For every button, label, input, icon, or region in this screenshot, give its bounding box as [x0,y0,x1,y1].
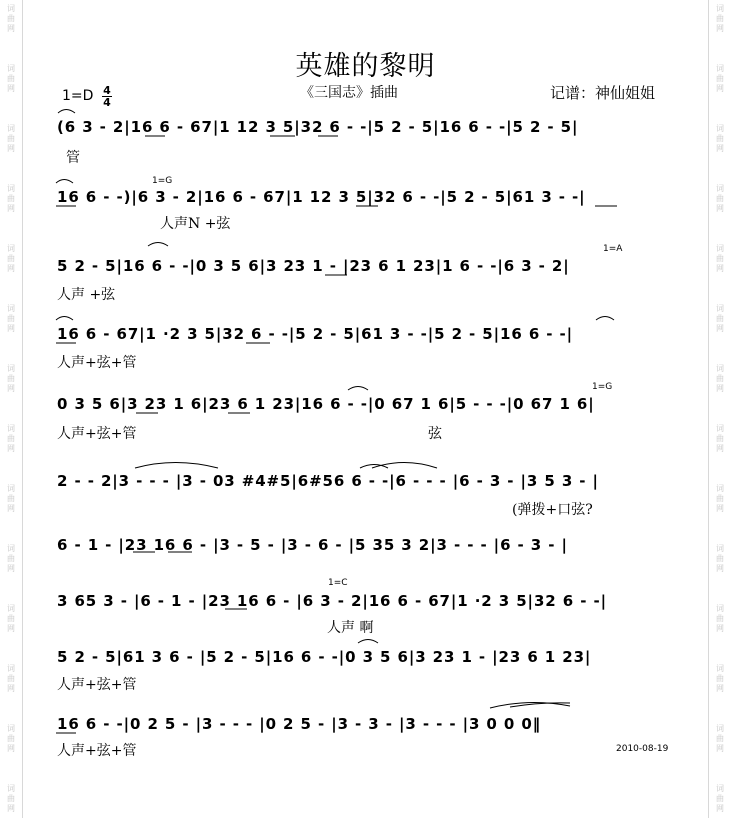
instrument-note: 人声 啊 [327,620,374,636]
score-line-6: 2 - - 2|3 - - - |3 - 03 #4#5|6#56 6 - -|6 - - - |6 - 3 - |3 5 3 - | [57,472,599,490]
watermark-glyphs: 词 曲 网 [716,544,724,573]
instrument-note: 人声+弦+管 [57,426,137,442]
key-signature: 1=D [62,88,94,104]
key-change-mark: 1=G [152,176,173,186]
watermark-glyphs: 词 曲 网 [716,184,724,213]
score-line-3: 5 2 - 5|16 6 - -|0 3 5 6|3 23 1 - |23 6 1 23|1 6 - -|6 3 - 2| [57,257,570,275]
slur-mark [135,463,218,469]
instrument-note: 人声+弦+管 [57,677,137,693]
watermark-glyphs: 词 曲 网 [716,124,724,153]
watermark-glyphs: 词 曲 网 [716,364,724,393]
watermark-glyphs: 词 曲 网 [716,724,724,753]
watermark-glyphs: 词 曲 网 [7,424,15,453]
watermark-glyphs: 词 曲 网 [7,124,15,153]
watermark-glyphs: 词 曲 网 [716,664,724,693]
watermark-glyphs: 词 曲 网 [716,784,724,813]
time-signature-top: 4 [103,84,111,97]
score-line-10: 16 6 - -|0 2 5 - |3 - - - |0 2 5 - |3 - 3 - |3 - - - |3 0 0 0‖ [57,715,542,733]
watermark-glyphs: 词 曲 网 [716,604,724,633]
score-line-4: 16 6 - 67|1 ·2 3 5|32 6 - -|5 2 - 5|61 3 - -|5 2 - 5|16 6 - -| [57,325,574,343]
watermark-glyphs: 词 曲 网 [716,304,724,333]
watermark-glyphs: 词 曲 网 [7,184,15,213]
watermark-glyphs: 词 曲 网 [7,664,15,693]
watermark-glyphs: 词 曲 网 [7,724,15,753]
slur-mark [596,317,614,321]
watermark-glyphs: 词 曲 网 [7,304,15,333]
watermark-glyphs: 词 曲 网 [7,364,15,393]
watermark-glyphs: 词 曲 网 [7,784,15,813]
instrument-note: 人声N +弦 [160,216,231,232]
slur-mark [56,180,73,184]
key-change-mark: 1=G [592,382,613,392]
watermark-glyphs: 词 曲 网 [7,604,15,633]
slur-mark [358,640,378,644]
instrument-note: 人声+弦+管 [57,355,137,371]
time-signature-bottom: 4 [103,96,111,109]
watermark-glyphs: 词 曲 网 [716,244,724,273]
watermark-glyphs: 词 曲 网 [716,424,724,453]
slur-mark [372,463,437,469]
score-line-9: 5 2 - 5|61 3 6 - |5 2 - 5|16 6 - -|0 3 5 6|3 23 1 - |23 6 1 23| [57,648,592,666]
watermark-glyphs: 词 曲 网 [716,4,724,33]
watermark-glyphs: 词 曲 网 [7,544,15,573]
slur-mark [58,110,75,114]
song-subtitle: 《三国志》插曲 [300,85,398,101]
transcription-date: 2010-08-19 [616,744,669,754]
watermark-glyphs: 词 曲 网 [7,484,15,513]
score-line-7: 6 - 1 - |23 16 6 - |3 - 5 - |3 - 6 - |5 35 3 2|3 - - - |6 - 3 - | [57,536,568,554]
transcriber-credit: 记谱：神仙姐姐 [550,84,656,102]
watermark-glyphs: 词 曲 网 [7,64,15,93]
key-change-mark: 1=A [603,244,623,254]
song-title: 英雄的黎明 [295,51,436,82]
watermark-glyphs: 词 曲 网 [7,4,15,33]
slur-mark [56,317,73,321]
watermark-glyphs: 词 曲 网 [7,244,15,273]
slur-mark [148,243,168,247]
instrument-note: 人声+弦+管 [57,743,137,759]
instrument-note: (弹拨+口弦? [512,502,593,518]
slur-mark [348,387,368,391]
watermark-glyphs: 词 曲 网 [716,64,724,93]
key-change-mark: 1=C [328,578,348,588]
instrument-note: 弦 [428,426,442,442]
score-line-8: 3 65 3 - |6 - 1 - |23 16 6 - |6 3 - 2|16 6 - 67|1 ·2 3 5|32 6 - -| [57,592,607,610]
score-line-2: 16 6 - -)|6 3 - 2|16 6 - 67|1 12 3 5|32 6 - -|5 2 - 5|61 3 - -| [57,188,586,206]
score-line-5: 0 3 5 6|3 23 1 6|23 6 1 23|16 6 - -|0 67 1 6|5 - - -|0 67 1 6| [57,395,595,413]
score-line-1: (6 3 - 2|16 6 - 67|1 12 3 5|32 6 - -|5 2 - 5|16 6 - -|5 2 - 5| [57,118,579,136]
watermark-glyphs: 词 曲 网 [716,484,724,513]
instrument-note: 管 [66,150,80,166]
instrument-note: 人声 +弦 [57,287,116,303]
